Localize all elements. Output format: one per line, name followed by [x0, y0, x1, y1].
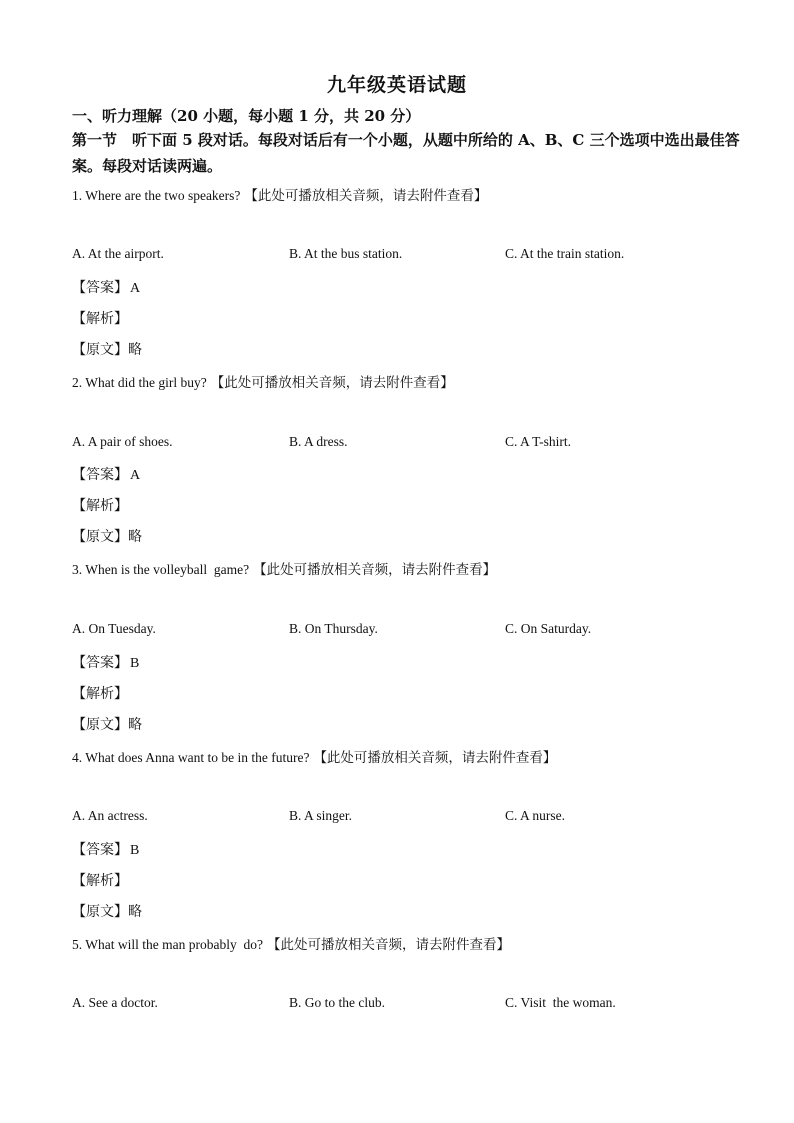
question-1: [72, 184, 487, 204]
original-value: 略: [128, 718, 142, 733]
option-a: A. On Tuesday.: [72, 621, 156, 636]
option-c: C. A nurse.: [505, 808, 566, 823]
audio-note[interactable]: 【此处可播放相关音频，请去附件查看】: [244, 188, 488, 203]
analysis-line: [72, 870, 128, 890]
analysis-label: 【解析】: [72, 687, 128, 702]
question-text: 5. What will the man probably do?: [72, 937, 263, 952]
original-value: 略: [128, 905, 142, 920]
answer-label: 【答案】: [72, 656, 128, 671]
question-5-options: [72, 995, 772, 1015]
analysis-label: 【解析】: [72, 499, 128, 514]
section-heading: 一、听力理解（20 小题，每小题 1 分，共 20 分）: [72, 107, 421, 125]
option-b: B. A singer.: [289, 808, 353, 823]
original-label: 【原文】: [72, 718, 128, 733]
original-value: 略: [128, 530, 142, 545]
analysis-label: 【解析】: [72, 312, 128, 327]
option-a: A. A pair of shoes.: [72, 434, 173, 449]
question-4-options: [72, 808, 772, 828]
answer-value: A: [130, 281, 141, 296]
option-c: C. At the train station.: [505, 246, 625, 261]
original-line: [72, 339, 142, 359]
audio-note[interactable]: 【此处可播放相关音频，请去附件查看】: [253, 562, 497, 577]
answer-label: 【答案】: [72, 468, 128, 483]
question-2-options: [72, 434, 772, 454]
section-instructions: 第一节 听下面 5 段对话。每段对话后有一个小题，从题中所给的 A、B、C 三个选项中选出最佳答案。每段对话读两遍。: [72, 131, 740, 175]
option-a: A. At the airport.: [72, 246, 164, 261]
answer-line: [72, 464, 140, 484]
analysis-line: [72, 683, 128, 703]
answer-line: [72, 839, 139, 859]
original-line: [72, 526, 142, 546]
answer-label: 【答案】: [72, 843, 128, 858]
option-c: C. Visit the woman.: [505, 995, 616, 1010]
question-2: [72, 371, 454, 391]
analysis-line: [72, 308, 128, 328]
question-5: [72, 933, 510, 953]
option-b: B. A dress.: [289, 434, 348, 449]
option-a: A. See a doctor.: [72, 995, 158, 1010]
analysis-line: [72, 495, 128, 515]
option-b: B. On Thursday.: [289, 621, 378, 636]
original-line: [72, 901, 142, 921]
question-3: [72, 558, 496, 578]
question-4: [72, 746, 556, 766]
option-b: B. At the bus station.: [289, 246, 403, 261]
original-label: 【原文】: [72, 905, 128, 920]
question-3-options: [72, 621, 772, 641]
option-a: A. An actress.: [72, 808, 148, 823]
answer-line: [72, 277, 140, 297]
answer-value: B: [130, 843, 140, 858]
option-b: B. Go to the club.: [289, 995, 385, 1010]
question-text: 1. Where are the two speakers?: [72, 188, 241, 203]
question-text: 4. What does Anna want to be in the future?: [72, 750, 310, 765]
original-line: [72, 714, 142, 734]
answer-line: [72, 652, 139, 672]
question-text: 2. What did the girl buy?: [72, 375, 207, 390]
original-label: 【原文】: [72, 530, 128, 545]
audio-note[interactable]: 【此处可播放相关音频，请去附件查看】: [266, 937, 510, 952]
answer-value: B: [130, 656, 140, 671]
answer-label: 【答案】: [72, 281, 128, 296]
question-1-options: [72, 246, 772, 266]
audio-note[interactable]: 【此处可播放相关音频，请去附件查看】: [313, 750, 557, 765]
analysis-label: 【解析】: [72, 874, 128, 889]
page-title: 九年级英语试题: [326, 74, 467, 96]
option-c: C. On Saturday.: [505, 621, 592, 636]
option-c: C. A T-shirt.: [505, 434, 572, 449]
original-value: 略: [128, 343, 142, 358]
audio-note[interactable]: 【此处可播放相关音频，请去附件查看】: [210, 375, 454, 390]
question-text: 3. When is the volleyball game?: [72, 562, 250, 577]
original-label: 【原文】: [72, 343, 128, 358]
answer-value: A: [130, 468, 141, 483]
